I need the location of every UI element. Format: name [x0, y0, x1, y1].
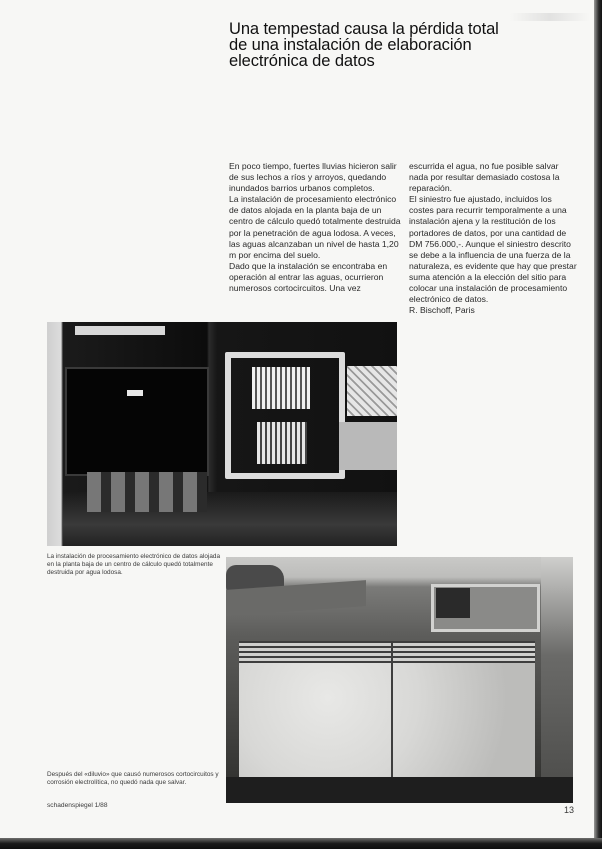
photo-detail: [339, 422, 397, 470]
figure-caption: Después del «diluvio» que causó numerosos cortocircuitos y corrosión electrolítica, no quedó nada que salvar.: [47, 771, 219, 787]
publication-footer: schadenspiegel 1/88: [47, 802, 108, 809]
photo-detail: [257, 422, 307, 464]
paragraph: Dado que la instalación se encontraba en operación al entrar las aguas, ocurrieron numerosos cortocircuitos. Una vez: [229, 260, 388, 294]
page-number: 13: [564, 805, 575, 815]
photo-muddy-computer-cabinet: [226, 557, 573, 803]
photo-detail: [252, 367, 310, 409]
title-line: electrónica de datos: [229, 52, 375, 71]
photo-detail: [436, 588, 470, 618]
photo-detail: [127, 390, 143, 396]
paragraph: escurrida el agua, no fue posible salvar nada por resultar demasiado costosa la reparación.: [409, 161, 560, 194]
body-column-right: [409, 161, 579, 316]
photo-detail: [391, 641, 393, 783]
author-byline: R. Bischoff, Paris: [409, 305, 475, 316]
photo-detail: [239, 641, 535, 663]
paragraph: En poco tiempo, fuertes lluvias hicieron salir de sus lechos a ríos y arroyos, quedando inundados barrios urbanos completos.: [229, 161, 397, 194]
article-title: [229, 21, 529, 69]
body-column-left: [229, 161, 401, 294]
figure-caption: La instalación de procesamiento electrónico de datos alojada en la planta baja de un centro de cálculo quedó totalmente destruida por agua lodosa.: [47, 553, 221, 577]
title-line: de una instalación de elaboración: [229, 36, 472, 55]
photo-detail: [226, 777, 573, 803]
photo-detail: [347, 366, 397, 416]
photo-detail: [541, 557, 573, 803]
scan-edge-bottom: [0, 838, 602, 849]
title-line: Una tempestad causa la pérdida total: [229, 20, 499, 39]
photo-detail: [87, 472, 207, 512]
photo-damaged-equipment-interior: [47, 322, 397, 546]
photo-detail: [75, 326, 165, 335]
photo-detail: [65, 367, 209, 476]
bleed-through-ghost: [510, 13, 590, 21]
paragraph: La instalación de procesamiento electrónico de datos alojada en la planta baja de un centro de cálculo quedó totalmente destruida por la penetración de agua lodosa. A veces, las aguas alcanzaban un nivel de hasta 1,20 m por encima del suelo.: [229, 194, 401, 260]
scan-edge-right: [594, 0, 602, 849]
paragraph: El siniestro fue ajustado, incluidos los costes para recurrir temporalmente a una instalación ajena y la restitución de los portadores de datos, por una cantidad de DM 756.000,-. Aunque el siniestro descrito se debe a la influencia de una fuerza de la naturaleza, es evidente que hay que prestar suma atención a la elección del sitio para colocar una instalación de procesamiento electrónico de datos.: [409, 194, 577, 305]
